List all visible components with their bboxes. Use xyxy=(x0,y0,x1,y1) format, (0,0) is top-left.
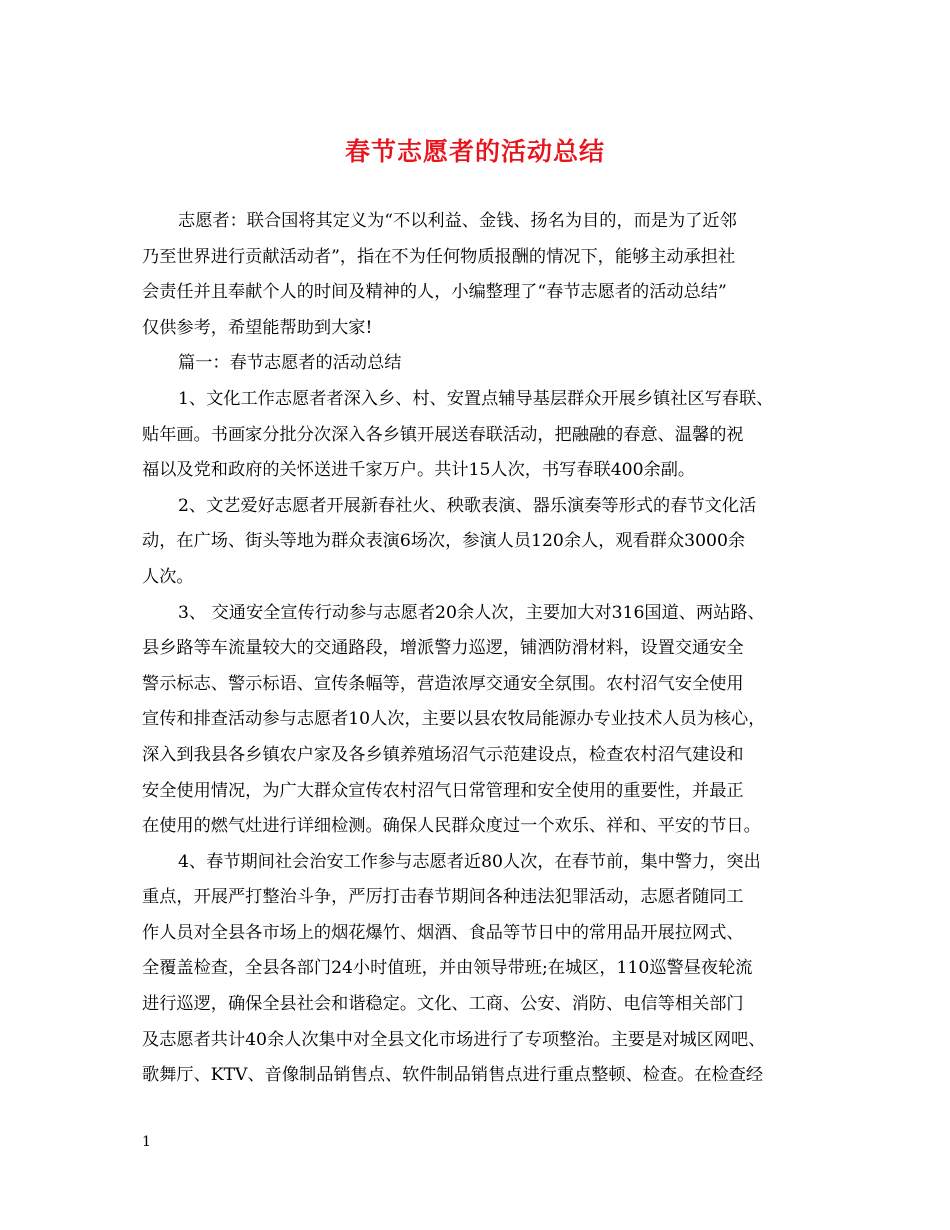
text-line: 会责任并且奉献个人的时间及精神的人，小编整理了“春节志愿者的活动总结” xyxy=(142,282,727,303)
text-line: 歌舞厅、KTV、音像制品销售点、软件制品销售点进行重点整顿、检查。在检查经 xyxy=(142,1065,764,1086)
text-line: 动，在广场、街头等地为群众表演6场次，参演人员120余人，观看群众3000余 xyxy=(142,531,746,552)
text-line: 福以及党和政府的关怀送进千家万户。共计15人次，书写春联400余副。 xyxy=(142,460,696,481)
text-line: 安全使用情况，为广大群众宣传农村沼气日常管理和安全使用的重要性，并最正 xyxy=(142,780,744,801)
text-line: 县乡路等车流量较大的交通路段，增派警力巡逻，铺洒防滑材料，设置交通安全 xyxy=(142,638,744,659)
document-body xyxy=(142,204,822,1094)
document-title: 春节志愿者的活动总结 xyxy=(344,137,605,166)
text-line: 警示标志、警示标语、宣传条幅等，营造浓厚交通安全氛围。农村沼气安全使用 xyxy=(142,673,744,694)
text-line: 仅供参考，希望能帮助到大家! xyxy=(142,317,373,338)
text-line: 宣传和排查活动参与志愿者10人次，主要以县农牧局能源办专业技术人员为核心， xyxy=(142,709,766,730)
text-line: 乃至世界进行贡献活动者”，指在不为任何物质报酬的情况下，能够主动承担社 xyxy=(142,246,736,267)
text-line: 志愿者：联合国将其定义为“不以利益、金钱、扬名为目的，而是为了近邻 xyxy=(178,211,737,231)
text-line: 重点，开展严打整治斗争，严厉打击春节期间各种违法犯罪活动，志愿者随同工 xyxy=(142,887,744,908)
text-line: 进行巡逻，确保全县社会和谐稳定。文化、工商、公安、消防、电信等相关部门 xyxy=(142,994,744,1015)
text-line: 篇一：春节志愿者的活动总结 xyxy=(178,353,402,374)
text-line: 全覆盖检查，全县各部门24小时值班，并由领导带班;在城区，110巡警昼夜轮流 xyxy=(142,958,753,979)
text-line: 在使用的燃气灶进行详细检测。确保人民群众度过一个欢乐、祥和、平安的节日。 xyxy=(142,816,761,837)
page-number: 1 xyxy=(142,1134,151,1150)
text-line: 及志愿者共计40余人次集中对全县文化市场进行了专项整治。主要是对城区网吧、 xyxy=(142,1029,766,1050)
text-line: 人次。 xyxy=(142,566,194,587)
text-line: 2、文艺爱好志愿者开展新春社火、秧歌表演、器乐演奏等形式的春节文化活 xyxy=(178,495,757,516)
text-line: 深入到我县各乡镇农户家及各乡镇养殖场沼气示范建设点，检查农村沼气建设和 xyxy=(142,744,744,765)
text-line: 作人员对全县各市场上的烟花爆竹、烟酒、食品等节日中的常用品开展拉网式、 xyxy=(142,922,744,943)
text-line: 4、春节期间社会治安工作参与志愿者近80人次，在春节前，集中警力，突出 xyxy=(178,851,761,872)
text-line: 3、 交通安全宣传行动参与志愿者20余人次，主要加大对316国道、两站路、 xyxy=(178,602,765,623)
text-line: 贴年画。书画家分批分次深入各乡镇开展送春联活动，把融融的春意、温馨的祝 xyxy=(142,424,744,445)
text-line: 1、文化工作志愿者者深入乡、村、安置点辅导基层群众开展乡镇社区写春联、 xyxy=(178,388,774,409)
